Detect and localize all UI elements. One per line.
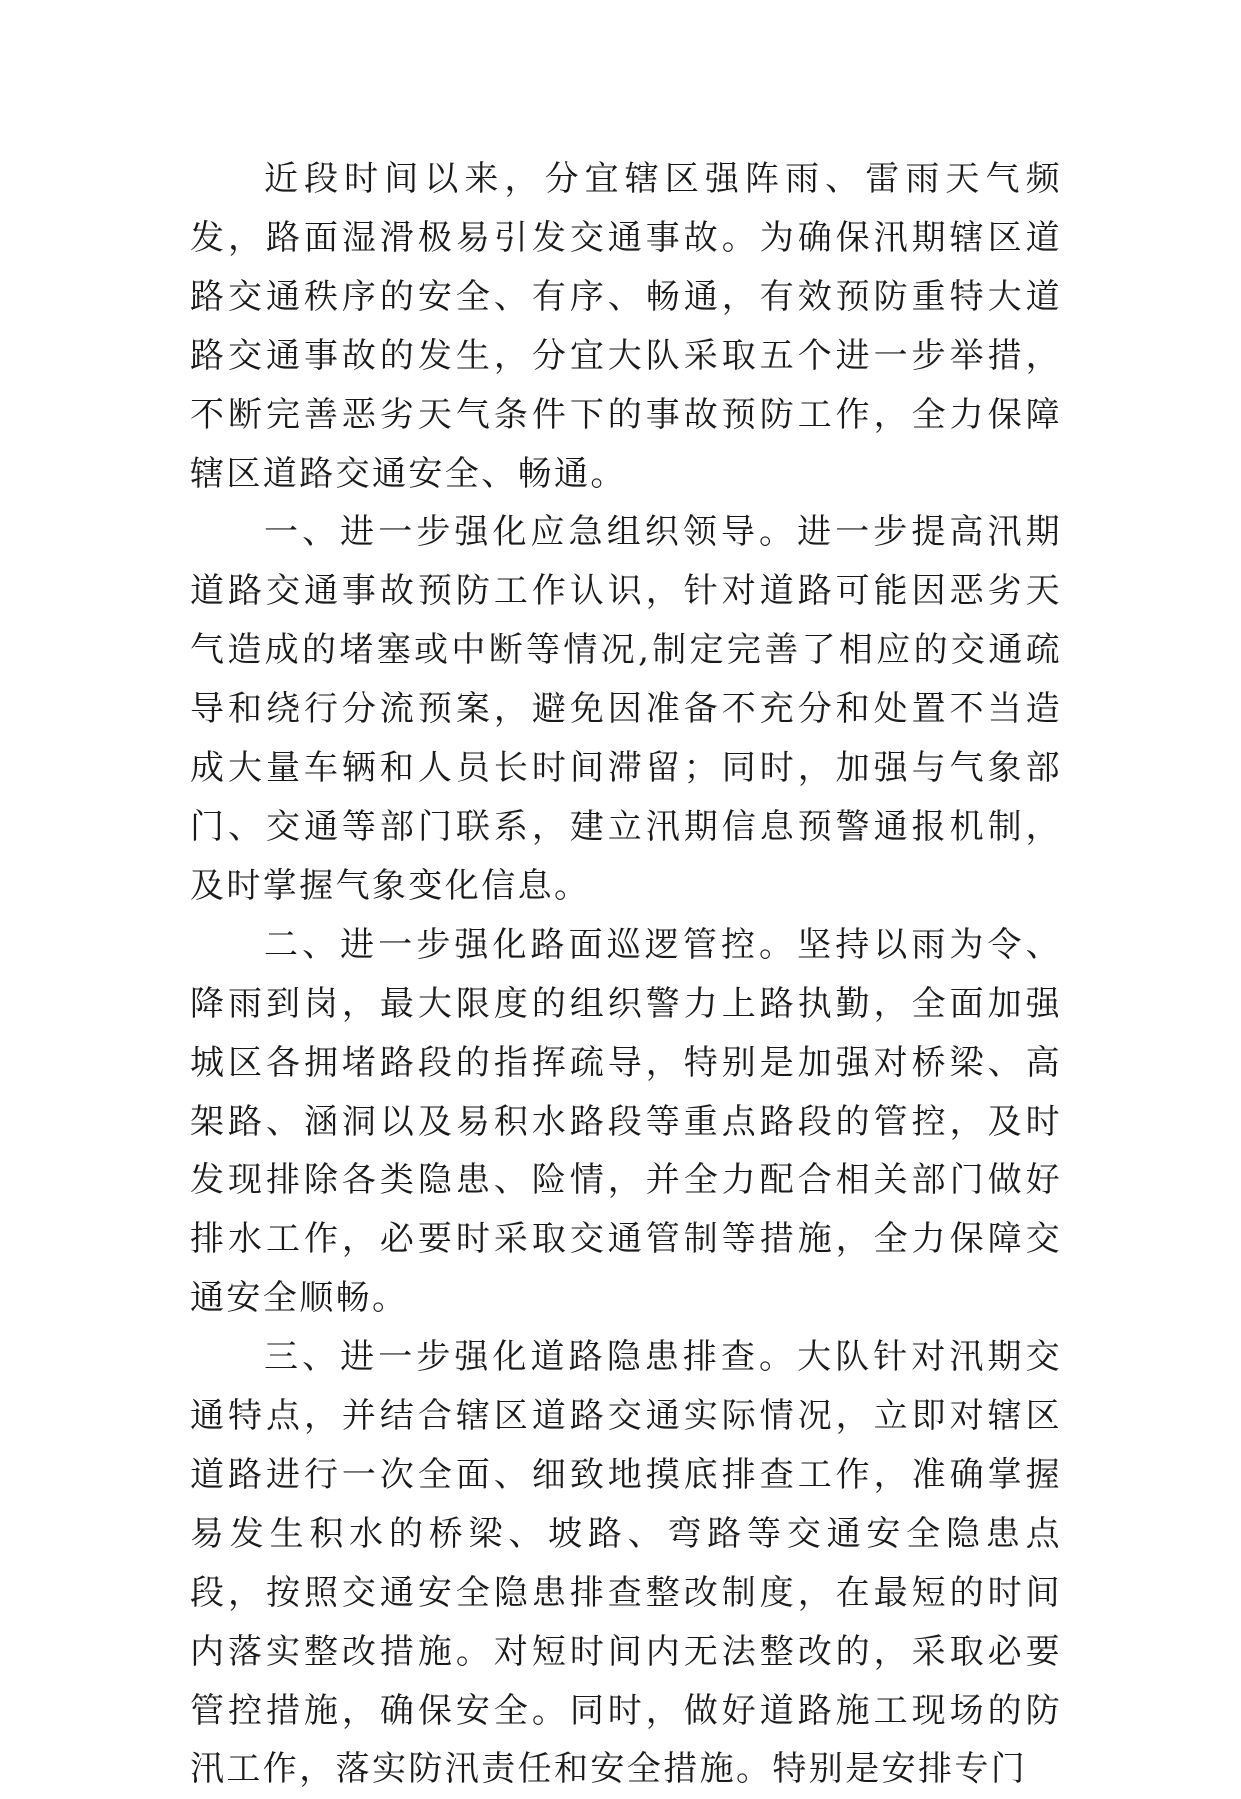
section-one-paragraph: 一、进一步强化应急组织领导。进一步提高汛期道路交通事故预防工作认识，针对道路可能因恶劣天气造成的堵塞或中断等情况,制定完善了相应的交通疏导和绕行分流预案，避免因准备不充分和处置不当造成大量车辆和人员长时间滞留；同时，加强与气象部门、交通等部门联系，建立汛期信息预警通报机制，及时掌握气象变化信息。 bbox=[190, 512, 1062, 906]
section-three-paragraph: 三、进一步强化道路隐患排查。大队针对汛期交通特点，并结合辖区道路交通实际情况，立即对辖区道路进行一次全面、细致地摸底排查工作，准确掌握易发生积水的桥梁、坡路、弯路等交通安全隐患点段，按照交通安全隐患排查整改制度，在最短的时间内落实整改措施。对短时间内无法整改的，采取必要管控措施，确保安全。同时，做好道路施工现场的防汛工作，落实防汛责任和安全措施。特别是安排专门 bbox=[190, 1337, 1062, 1790]
section-two-paragraph: 二、进一步强化路面巡逻管控。坚持以雨为令、降雨到岗，最大限度的组织警力上路执勤，全面加强城区各拥堵路段的指挥疏导，特别是加强对桥梁、高架路、涵洞以及易积水路段等重点路段的管控，及时发现排除各类隐患、险情，并全力配合相关部门做好排水工作，必要时采取交通管制等措施，全力保障交通安全顺畅。 bbox=[190, 924, 1062, 1319]
document-body bbox=[190, 150, 1062, 1799]
intro-paragraph: 近段时间以来，分宜辖区强阵雨、雷雨天气频发，路面湿滑极易引发交通事故。为确保汛期辖区道路交通秩序的安全、有序、畅通，有效预防重特大道路交通事故的发生，分宜大队采取五个进一步举措，不断完善恶劣天气条件下的事故预防工作，全力保障辖区道路交通安全、畅通。 bbox=[190, 159, 1062, 494]
